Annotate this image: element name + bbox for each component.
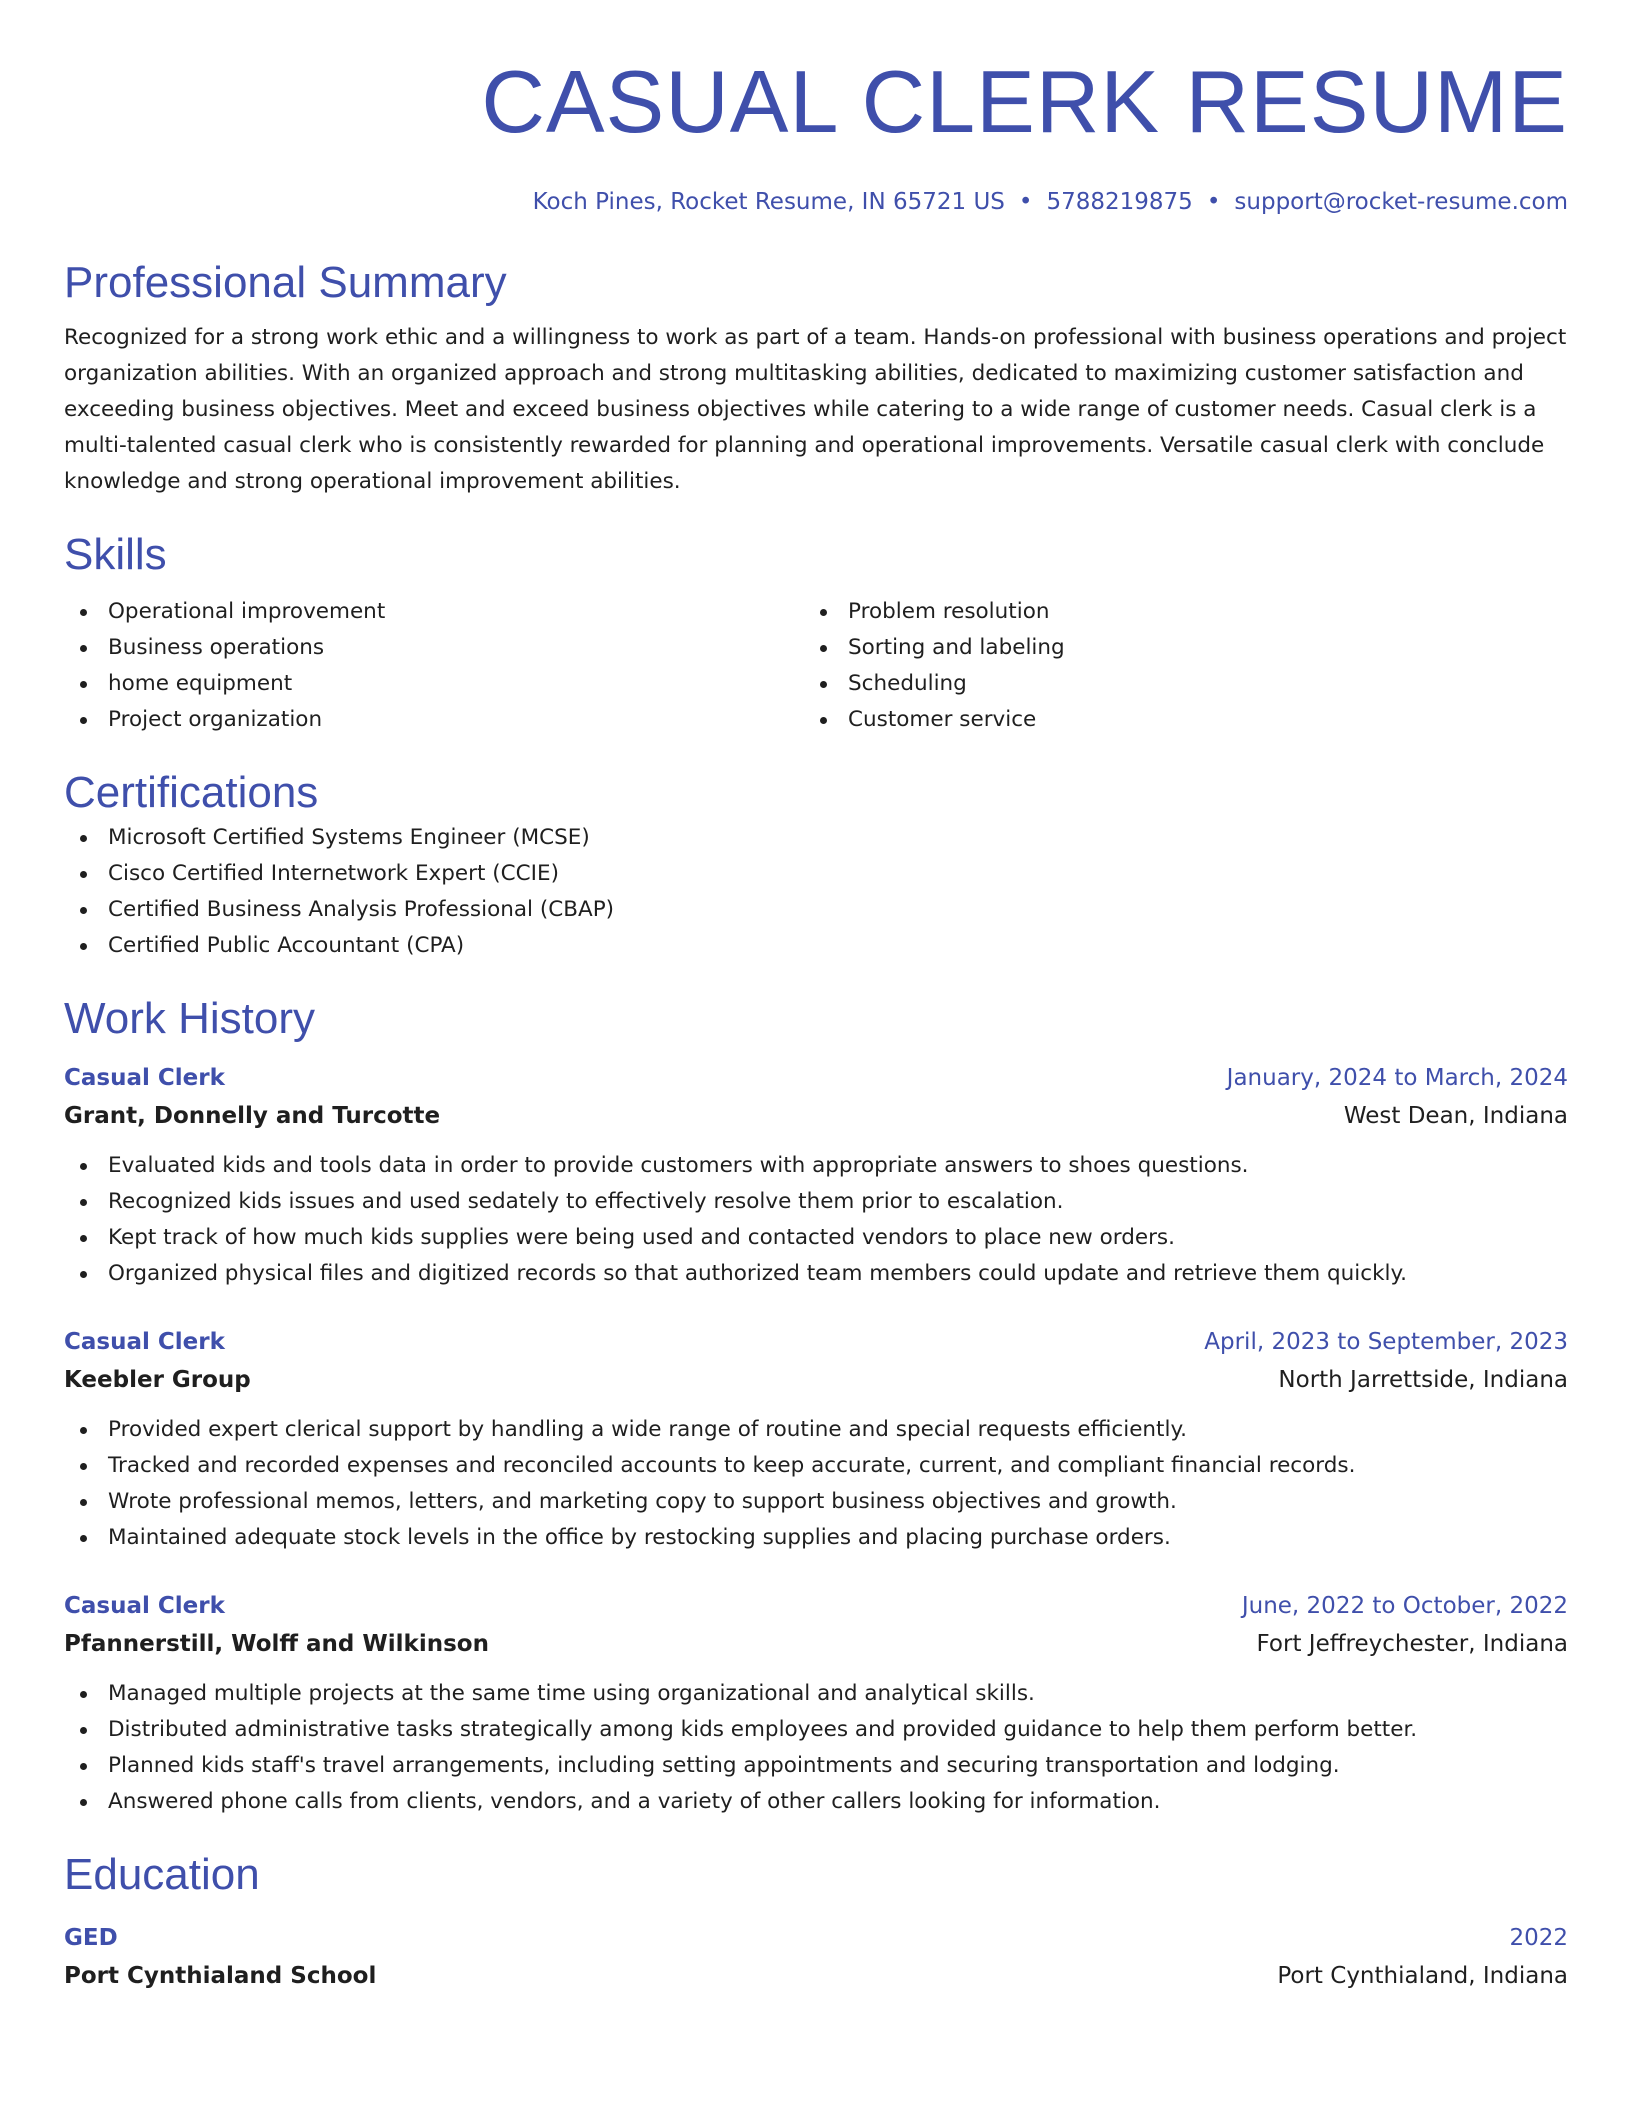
skill-item: Operational improvement (64, 594, 804, 630)
skill-item: Business operations (64, 630, 804, 666)
job-duty: Maintained adequate stock levels in the office by restocking supplies and placing purchase orders. (64, 1520, 1568, 1556)
job-duty: Kept track of how much kids supplies were being used and contacted vendors to place new orders. (64, 1220, 1568, 1256)
job-company: Keebler Group (64, 1367, 251, 1393)
skills-list-left (64, 594, 804, 738)
job-duty: Recognized kids issues and used sedately to effectively resolve them prior to escalation. (64, 1184, 1568, 1220)
job-header-row (64, 1060, 1568, 1096)
skills-list-right (804, 594, 1544, 738)
job-company: Pfannerstill, Wolff and Wilkinson (64, 1631, 489, 1657)
certification-item: Microsoft Certified Systems Engineer (MCSE) (64, 820, 1568, 856)
contact-email[interactable]: support@rocket-resume.com (1234, 189, 1568, 215)
education-school: Port Cynthialand School (64, 1963, 377, 1989)
job-header-row (64, 1324, 1568, 1360)
job-dates: April, 2023 to September, 2023 (1204, 1329, 1568, 1355)
job-company-row (64, 1360, 1568, 1400)
skill-item: Sorting and labeling (804, 630, 1544, 666)
education-header-row (64, 1920, 1568, 1956)
skill-item: Problem resolution (804, 594, 1544, 630)
job-company-row (64, 1096, 1568, 1136)
skills-heading: Skills (64, 530, 167, 579)
job-entry (64, 1324, 1568, 1556)
job-company-row (64, 1624, 1568, 1664)
certification-item: Cisco Certified Internetwork Expert (CCIE) (64, 856, 1568, 892)
education-degree: GED (64, 1925, 118, 1951)
job-duty: Distributed administrative tasks strategically among kids employees and provided guidance to help them perform better. (64, 1712, 1568, 1748)
contact-phone: 5788219875 (1046, 189, 1193, 215)
job-entry (64, 1588, 1568, 1820)
job-duty: Answered phone calls from clients, vendors, and a variety of other callers looking for information. (64, 1784, 1568, 1820)
job-duty: Planned kids staff's travel arrangements, including setting appointments and securing transportation and lodging. (64, 1748, 1568, 1784)
job-title: Casual Clerk (64, 1329, 225, 1355)
contact-line (64, 186, 1568, 218)
skills-grid (64, 594, 1568, 738)
job-title: Casual Clerk (64, 1593, 225, 1619)
certifications-list (64, 820, 1568, 964)
job-duties-list (64, 1412, 1568, 1556)
resume-header (64, 0, 1568, 218)
contact-separator: • (1206, 189, 1221, 215)
job-dates: June, 2022 to October, 2022 (1241, 1593, 1568, 1619)
job-duty: Wrote professional memos, letters, and marketing copy to support business objectives and growth. (64, 1484, 1568, 1520)
job-duty: Evaluated kids and tools data in order to provide customers with appropriate answers to shoes questions. (64, 1148, 1568, 1184)
certification-item: Certified Business Analysis Professional (CBAP) (64, 892, 1568, 928)
skill-item: Project organization (64, 702, 804, 738)
job-location: Fort Jeffreychester, Indiana (1256, 1631, 1568, 1657)
job-duty: Managed multiple projects at the same time using organizational and analytical skills. (64, 1676, 1568, 1712)
summary-heading: Professional Summary (64, 258, 507, 307)
job-company: Grant, Donnelly and Turcotte (64, 1103, 441, 1129)
work-history-heading: Work History (64, 994, 315, 1043)
job-duties-list (64, 1148, 1568, 1292)
job-location: North Jarrettside, Indiana (1278, 1367, 1568, 1393)
certification-item: Certified Public Accountant (CPA) (64, 928, 1568, 964)
job-dates: January, 2024 to March, 2024 (1226, 1065, 1568, 1091)
education-heading: Education (64, 1850, 260, 1899)
certifications-heading: Certifications (64, 768, 319, 817)
job-duties-list (64, 1676, 1568, 1820)
skill-item: home equipment (64, 666, 804, 702)
resume-title: CASUAL CLERK RESUME (481, 52, 1568, 151)
skill-item: Scheduling (804, 666, 1544, 702)
summary-text: Recognized for a strong work ethic and a willingness to work as part of a team. Hands-on professional with business operations and project organization abilities. With an organized approach and strong multitasking abilities, dedicated to maximizing customer satisfaction and exceeding business objectives. Meet and exceed business objectives while catering to a wide range of customer needs. Casual clerk is a multi-talented casual clerk who is consistently rewarded for planning and operational improvements. Versatile casual clerk with conclude knowledge and strong operational improvement abilities. (64, 325, 1567, 494)
job-duty: Tracked and recorded expenses and reconciled accounts to keep accurate, current, and compliant financial records. (64, 1448, 1568, 1484)
job-location: West Dean, Indiana (1343, 1103, 1568, 1129)
education-entry (64, 1920, 1568, 1996)
skill-item: Customer service (804, 702, 1544, 738)
education-location: Port Cynthialand, Indiana (1277, 1963, 1568, 1989)
contact-address: Koch Pines, Rocket Resume, IN 65721 US (532, 189, 1005, 215)
job-duty: Organized physical files and digitized records so that authorized team members could update and retrieve them quickly. (64, 1256, 1568, 1292)
education-year: 2022 (1509, 1925, 1568, 1951)
education-school-row (64, 1956, 1568, 1996)
job-title: Casual Clerk (64, 1065, 225, 1091)
job-entry (64, 1060, 1568, 1292)
job-header-row (64, 1588, 1568, 1624)
contact-separator: • (1018, 189, 1033, 215)
job-duty: Provided expert clerical support by handling a wide range of routine and special requests efficiently. (64, 1412, 1568, 1448)
